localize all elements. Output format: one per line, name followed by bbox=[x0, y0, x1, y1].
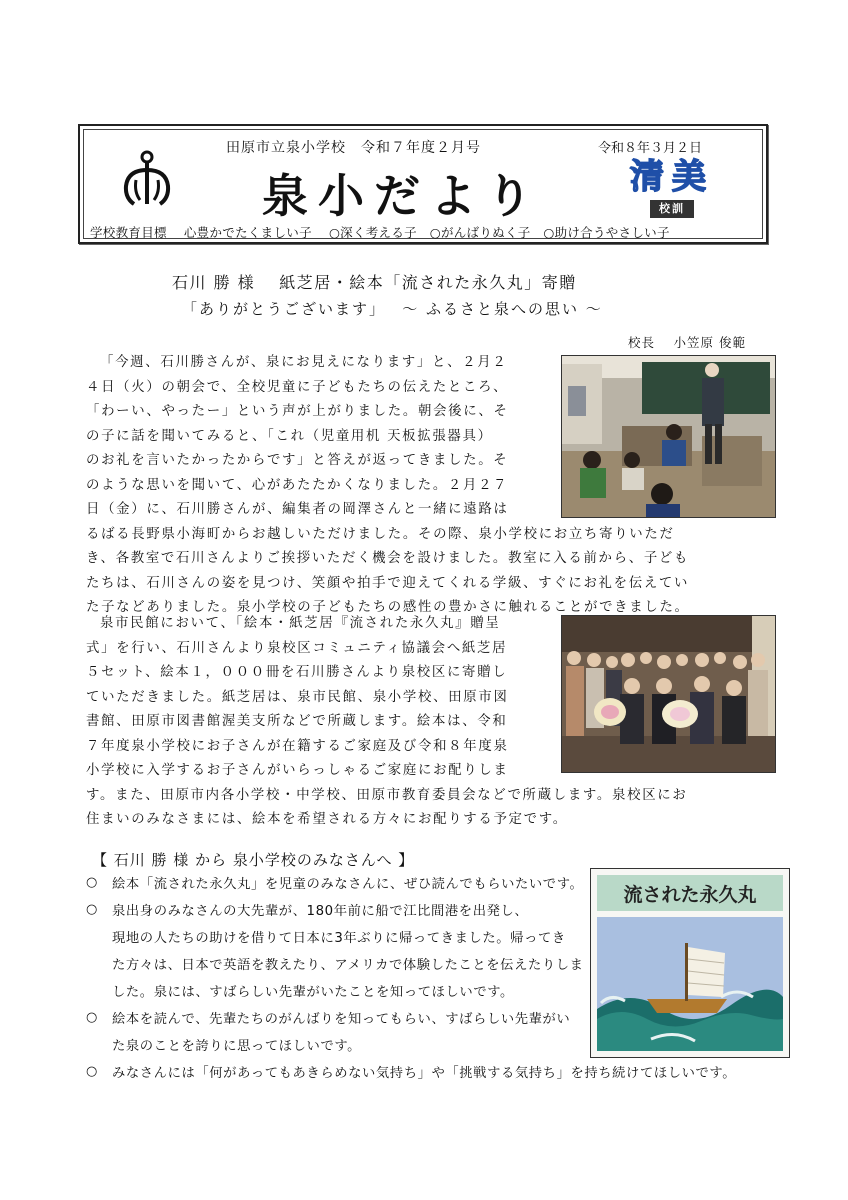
message-line: 現地の人たちの助けを借りて日本に3年ぶりに帰ってきました。帰ってき bbox=[112, 931, 566, 946]
article-subheadline: 「ありがとうございます」 ～ ふるさと泉への思い ～ bbox=[182, 300, 603, 318]
message-line: 絵本「流された永久丸」を児童のみなさんに、ぜひ読んでもらいたいです。 bbox=[112, 877, 584, 892]
paragraph-line: 「わーい、やったー」という声が上がりました。朝会後に、そ bbox=[86, 404, 509, 419]
article-headline: 石川 勝 様 紙芝居・絵本「流された永久丸」寄贈 bbox=[172, 273, 577, 292]
message-line: 絵本を読んで、先輩たちのがんばりを知ってもらい、すばらしい先輩がい bbox=[112, 1012, 571, 1027]
paragraph-line: ていただきました。紙芝居は、泉市民館、泉小学校、田原市図 bbox=[86, 689, 509, 705]
newsletter-title: 泉小だより bbox=[262, 169, 542, 223]
messages-heading: 【 石川 勝 様 から 泉小学校のみなさんへ 】 bbox=[92, 851, 415, 869]
paragraph-line: 「今週、石川勝さんが、泉にお見えになります」と、２月２ bbox=[100, 355, 508, 370]
paragraph-line: 住まいのみなさまには、絵本を希望される方々にお配りする予定です。 bbox=[86, 812, 568, 827]
paragraph-line: のような思いを聞いて、心があたたかくなりました。２月２７ bbox=[86, 477, 509, 493]
paragraph-line: の子に話を聞いてみると、「これ（児童用机 天板拡張器具） bbox=[86, 428, 493, 444]
classroom-photo-image bbox=[562, 356, 776, 518]
school-info: 田原市立泉小学校 令和７年度２月号 bbox=[226, 140, 481, 156]
paragraph-line: のお礼を言いたかったからです」と答えが返ってきました。そ bbox=[86, 453, 509, 468]
book-cover-illustration bbox=[591, 869, 789, 1057]
paragraph-line: た子などありました。泉小学校の子どもたちの感性の豊かさに触れることができました。 bbox=[86, 600, 690, 615]
group-photo-image bbox=[562, 616, 776, 773]
motto-badge bbox=[614, 152, 730, 198]
book-title: 流された永久丸 bbox=[623, 884, 757, 906]
paragraph-line: 式」を行い、石川さんより泉校区コミュニティ協議会へ紙芝居 bbox=[86, 640, 508, 656]
paragraph-line: 日（金）に、石川勝さんが、編集者の岡澤さんと一緒に遠路は bbox=[86, 502, 509, 517]
bullet-icon: ○ bbox=[86, 902, 98, 917]
group-photo bbox=[561, 615, 776, 773]
message-line: た方々は、日本で英語を教えたり、アメリカで体験したことを伝えたりしま bbox=[112, 958, 584, 973]
message-line: した。泉には、すばらしい先輩がいたことを知ってほしいです。 bbox=[112, 985, 514, 1000]
bullet-icon: ○ bbox=[86, 1010, 98, 1025]
paragraph-line: ４日（火）の朝会で、全校児童に子どもたちの伝えたところ、 bbox=[86, 379, 509, 395]
paragraph-line: 泉市民館において、「絵本・紙芝居『流された永久丸』贈呈 bbox=[100, 616, 501, 631]
paragraph-line: 小学校に入学するお子さんがいらっしゃるご家庭にお配りしま bbox=[86, 763, 509, 778]
motto-label: 校訓 bbox=[650, 200, 694, 218]
issue-date: 令和８年３月２日 bbox=[598, 141, 703, 156]
message-line: た泉のことを誇りに思ってほしいです。 bbox=[112, 1039, 362, 1054]
motto-text: 清美 bbox=[630, 157, 714, 197]
school-emblem-icon bbox=[120, 148, 174, 210]
paragraph-line: す。また、田原市内各小学校・中学校、田原市教育委員会などで所蔵します。泉校区にお bbox=[86, 787, 688, 803]
bullet-icon: ○ bbox=[86, 1064, 98, 1079]
message-line: 泉出身のみなさんの大先輩が、180年前に船で江比間港を出発し、 bbox=[112, 904, 529, 919]
bullet-icon: ○ bbox=[86, 875, 98, 890]
paragraph-line: たちは、石川さんの姿を見つけ、笑顔や拍手で迎えてくれる学級、すぐにお礼を伝えてい bbox=[86, 575, 690, 591]
classroom-photo bbox=[561, 355, 776, 518]
message-line: みなさんには「何があってもあきらめない気持ち」や「挑戦する気持ち」を持ち続けてほしいです。 bbox=[112, 1066, 737, 1081]
paragraph-line: き、各教室で石川さんよりご挨拶いただく機会を設けました。教室に入る前から、子ども bbox=[86, 551, 690, 566]
paragraph-line: ５セット、絵本１，０００冊を石川勝さんより泉校区に寄贈し bbox=[86, 665, 508, 680]
paragraph-line: ７年度泉小学校にお子さんが在籍するご家庭及び令和８年度泉 bbox=[86, 738, 509, 754]
article-byline: 校長 小笠原 俊範 bbox=[628, 335, 746, 350]
paragraph-line: るばる長野県小海町からお越しいただけました。その際、泉小学校にお立ち寄りいただ bbox=[86, 526, 675, 542]
paragraph-line: 書館、田原市図書館渥美支所などで所蔵します。絵本は、令和 bbox=[86, 714, 508, 729]
book-cover bbox=[590, 868, 790, 1058]
school-goals: 学校教育目標 心豊かでたくましい子 ○深く考える子 ○がんばりぬく子 ○助け合うやさしい子 bbox=[90, 225, 670, 240]
